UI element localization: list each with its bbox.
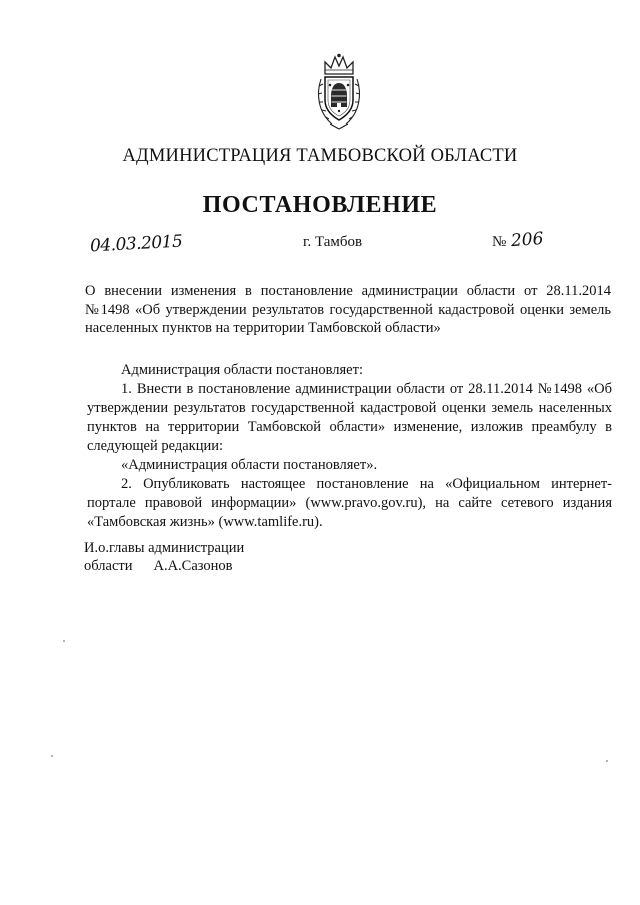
signature-block (84, 539, 244, 575)
signature-name: А.А.Сазонов (153, 558, 233, 574)
coat-of-arms-icon (316, 52, 362, 132)
organization-title: АДМИНИСТРАЦИЯ ТАМБОВСКОЙ ОБЛАСТИ (122, 146, 518, 166)
signature-position-line-2: области (84, 558, 133, 574)
scan-speck (51, 755, 53, 757)
body-item-1: 1. Внести в постановление администрации области от 28.11.2014 №1498 «Об утверждении результатов государственной кадастровой оценки земель населенных пунктов на территории Тамбовской области» изменение, изложив преамбулу в следующей редакции: (87, 381, 612, 454)
signature-position-line-1: И.о.главы администрации (84, 540, 245, 556)
body-intro: Администрация области постановляет: (121, 362, 363, 378)
number-label: № (492, 234, 507, 250)
city-label: г. Тамбов (303, 234, 363, 250)
scan-speck (606, 760, 608, 762)
scan-speck (63, 640, 65, 642)
document-type-heading: ПОСТАНОВЛЕНИЕ (202, 192, 438, 218)
document-subject: О внесении изменения в постановление администрации области от 28.11.2014 №1498 «Об утверждении результатов государственной кадастровой оценки земель населенных пунктов на территории Тамбовской области» (85, 283, 611, 336)
document-body (87, 361, 612, 532)
body-quote: «Администрация области постановляет». (121, 457, 378, 473)
handwritten-date: 04.03.2015 (89, 231, 183, 257)
handwritten-number: 206 (510, 228, 545, 252)
body-item-2: 2. Опубликовать настоящее постановление на «Официальном интернет-портале правовой информации» (www.pravo.gov.ru), на сайте сетевого издания «Тамбовская жизнь» (www.tamlife.ru). (87, 476, 612, 530)
